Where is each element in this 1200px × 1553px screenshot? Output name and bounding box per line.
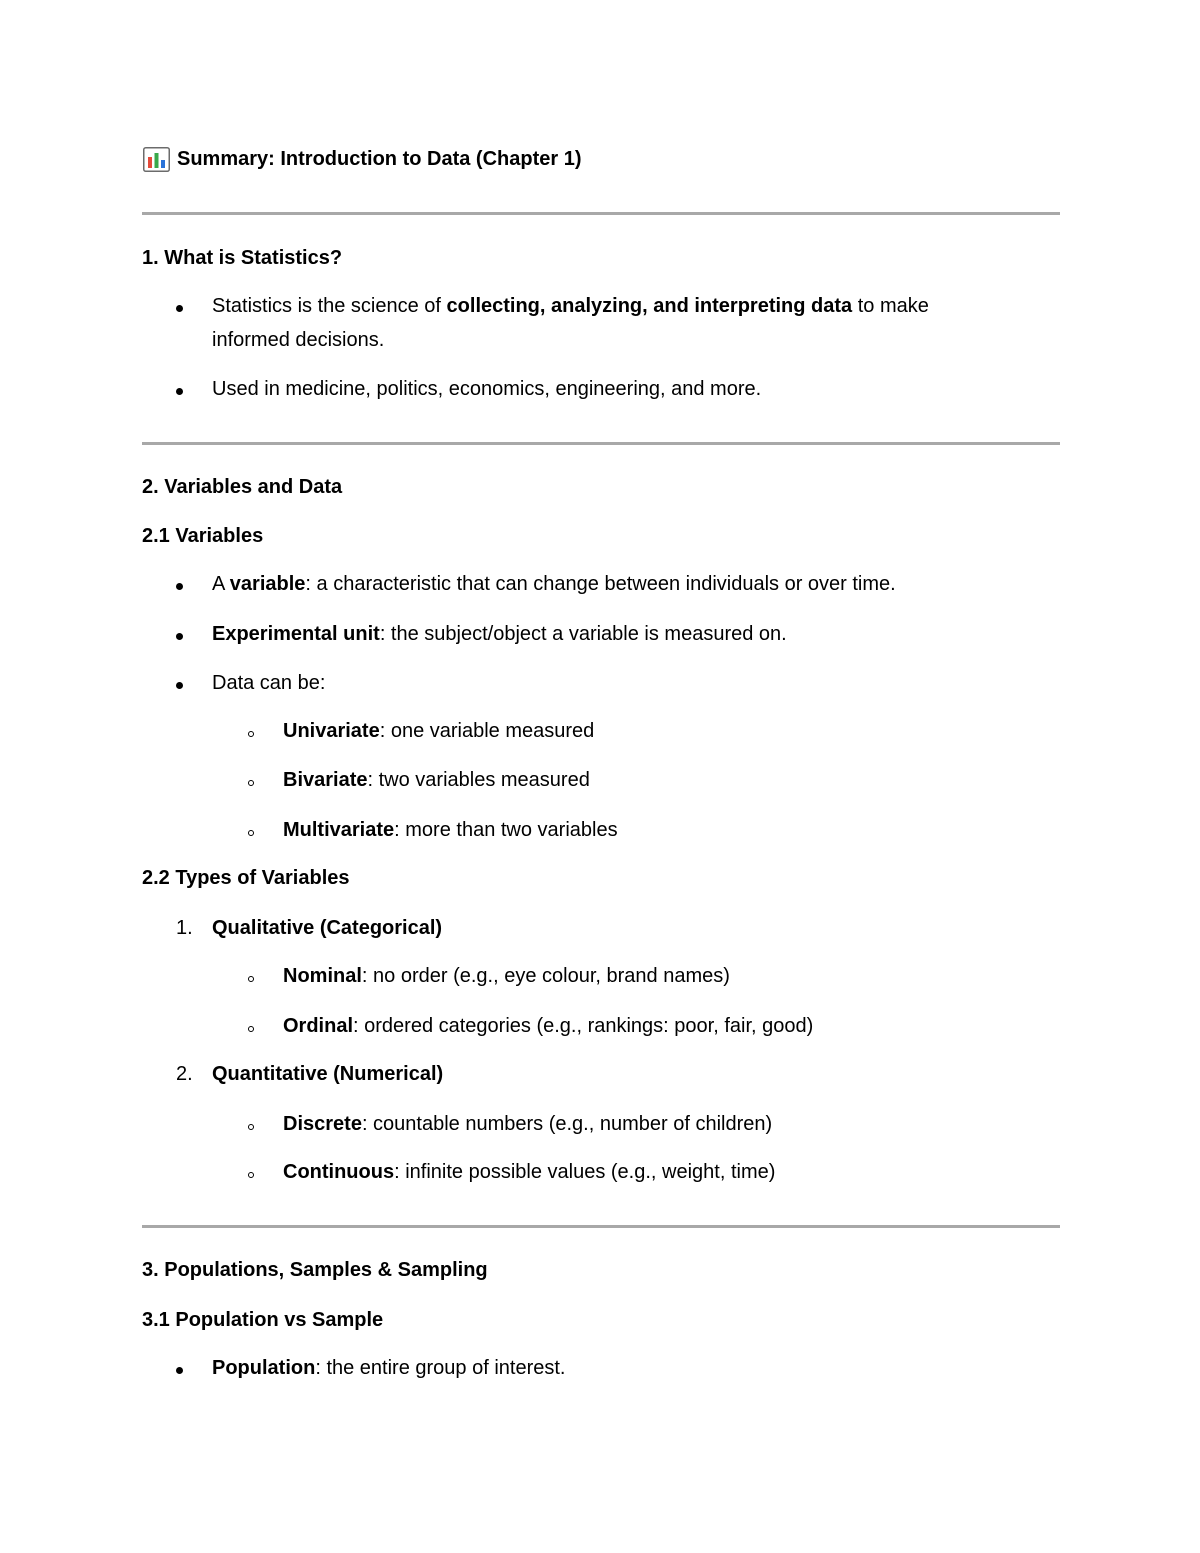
numbered-item: Quantitative (Numerical) xyxy=(212,1063,444,1085)
circle-bullet-icon xyxy=(248,1026,254,1032)
list-item: A variable: a characteristic that can change between individuals or over time. xyxy=(212,573,896,595)
subsection-heading: 2.2 Types of Variables xyxy=(142,867,350,889)
sub-list-item: Ordinal: ordered categories (e.g., rankings: poor, fair, good) xyxy=(283,1015,814,1037)
circle-bullet-icon xyxy=(248,1124,254,1130)
subsection-heading: 3.1 Population vs Sample xyxy=(142,1309,384,1331)
bar-chart-icon xyxy=(143,147,170,172)
divider xyxy=(142,1225,1060,1228)
list-number: 2. xyxy=(176,1063,193,1085)
circle-bullet-icon xyxy=(248,976,254,982)
bullet-icon xyxy=(176,682,183,689)
numbered-item: Qualitative (Categorical) xyxy=(212,917,443,939)
list-item: Data can be: xyxy=(212,672,326,694)
circle-bullet-icon xyxy=(248,780,254,786)
bullet-icon xyxy=(176,1367,183,1374)
page-title: Summary: Introduction to Data (Chapter 1) xyxy=(177,148,582,170)
circle-bullet-icon xyxy=(248,830,254,836)
subsection-heading: 2.1 Variables xyxy=(142,525,264,547)
list-item: Statistics is the science of collecting, analyzing, and interpreting data to make xyxy=(212,295,929,317)
sub-list-item: Bivariate: two variables measured xyxy=(283,769,590,791)
bullet-icon xyxy=(176,583,183,590)
sub-list-item: Univariate: one variable measured xyxy=(283,720,595,742)
sub-list-item: Continuous: infinite possible values (e.g., weight, time) xyxy=(283,1161,776,1183)
bullet-icon xyxy=(176,305,183,312)
sub-list-item: Discrete: countable numbers (e.g., number of children) xyxy=(283,1113,773,1135)
divider xyxy=(142,212,1060,215)
list-number: 1. xyxy=(176,917,193,939)
sub-list-item: Multivariate: more than two variables xyxy=(283,819,618,841)
circle-bullet-icon xyxy=(248,1172,254,1178)
list-item: Experimental unit: the subject/object a variable is measured on. xyxy=(212,623,787,645)
list-item: Used in medicine, politics, economics, engineering, and more. xyxy=(212,378,762,400)
sub-list-item: Nominal: no order (e.g., eye colour, brand names) xyxy=(283,965,730,987)
section-heading: 1. What is Statistics? xyxy=(142,247,343,269)
list-item: Population: the entire group of interest. xyxy=(212,1357,566,1379)
bullet-icon xyxy=(176,633,183,640)
section-heading: 2. Variables and Data xyxy=(142,476,343,498)
bullet-icon xyxy=(176,388,183,395)
list-item-continuation: informed decisions. xyxy=(212,329,385,351)
section-heading: 3. Populations, Samples & Sampling xyxy=(142,1259,488,1281)
divider xyxy=(142,442,1060,445)
circle-bullet-icon xyxy=(248,731,254,737)
